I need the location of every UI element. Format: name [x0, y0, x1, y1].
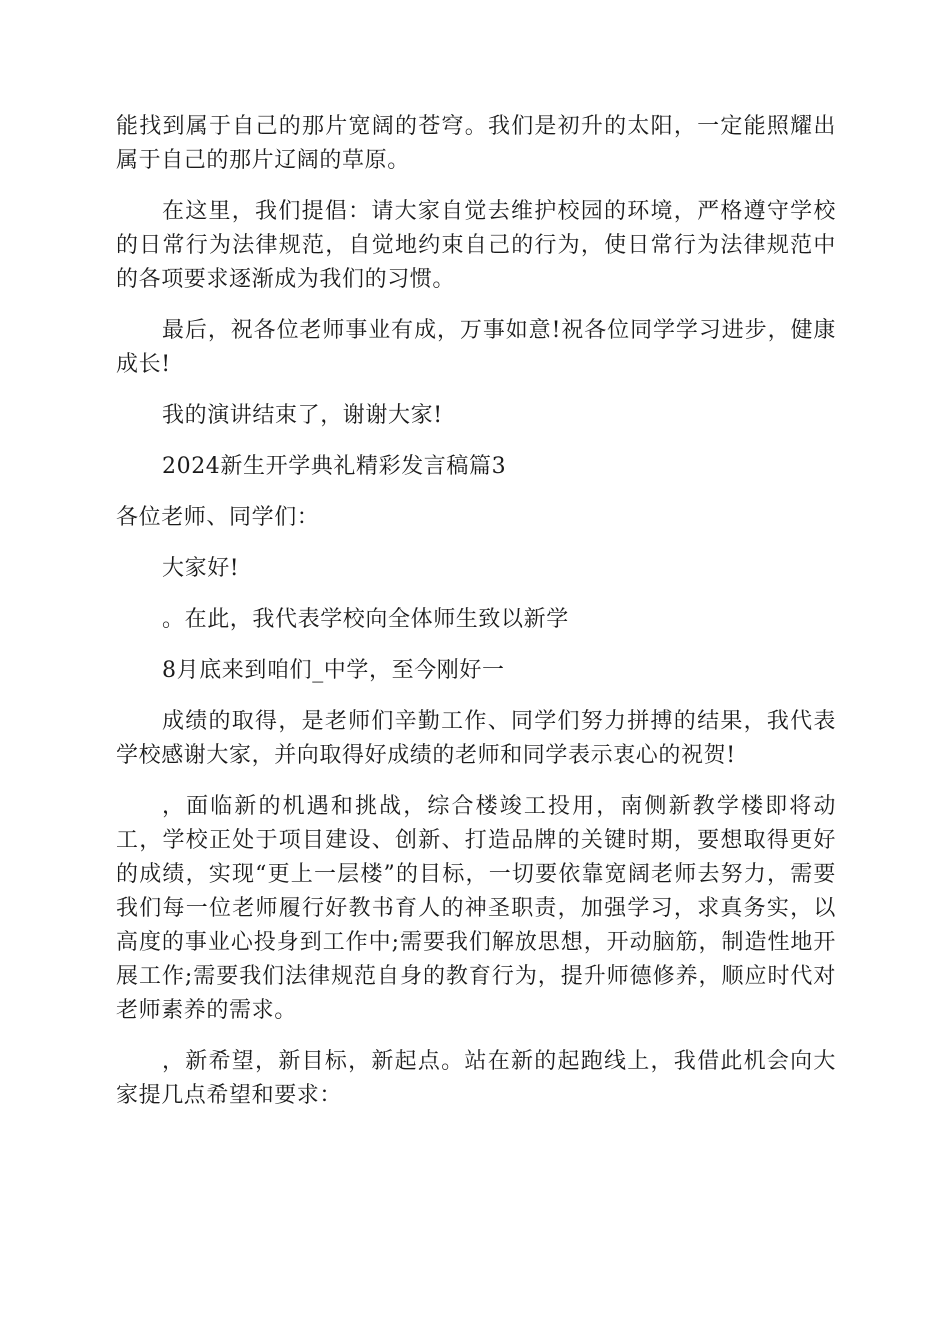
paragraph-11: ，面临新的机遇和挑战，综合楼竣工投用，南侧新教学楼即将动工，学校正处于项目建设、创新、打造品牌的关键时期，要想取得更好的成绩，实现“更上一层楼”的目标，一切要依靠宽阔老师去努力，需要我们每一位老师履行好教书育人的神圣职责，加强学习，求真务实，以高度的事业心投身到工作中;需要我们解放思想，开动脑筋，制造性地开展工作;需要我们法律规范自身的教育行为，提升师德修养，顺应时代对老师素养的需求。 — [116, 794, 836, 1023]
section-heading: 2024新生开学典礼精彩发言稿篇3 — [162, 454, 507, 479]
paragraph-10: 成绩的取得，是老师们辛勤工作、同学们努力拼搏的结果，我代表学校感谢大家，并向取得好成绩的老师和同学表示衷心的祝贺! — [116, 709, 836, 768]
document-body — [116, 110, 836, 1130]
paragraph-8: 。在此，我代表学校向全体师生致以新学 — [162, 607, 569, 632]
paragraph-12: ，新希望，新目标，新起点。站在新的起跑线上，我借此机会向大家提几点希望和要求： — [116, 1049, 836, 1108]
paragraph-9: 8月底来到咱们_中学，至今刚好一 — [162, 658, 505, 683]
paragraph-1: 能找到属于自己的那片宽阔的苍穹。我们是初升的太阳，一定能照耀出属于自己的那片辽阔的草原。 — [116, 114, 836, 173]
paragraph-2: 在这里，我们提倡：请大家自觉去维护校园的环境，严格遵守学校的日常行为法律规范，自觉地约束自己的行为，使日常行为法律规范中的各项要求逐渐成为我们的习惯。 — [116, 199, 836, 292]
paragraph-3: 最后，祝各位老师事业有成，万事如意!祝各位同学学习进步，健康成长! — [116, 318, 836, 377]
salutation: 各位老师、同学们： — [116, 505, 320, 530]
paragraph-4: 我的演讲结束了，谢谢大家! — [162, 403, 443, 428]
greeting: 大家好! — [162, 556, 240, 581]
